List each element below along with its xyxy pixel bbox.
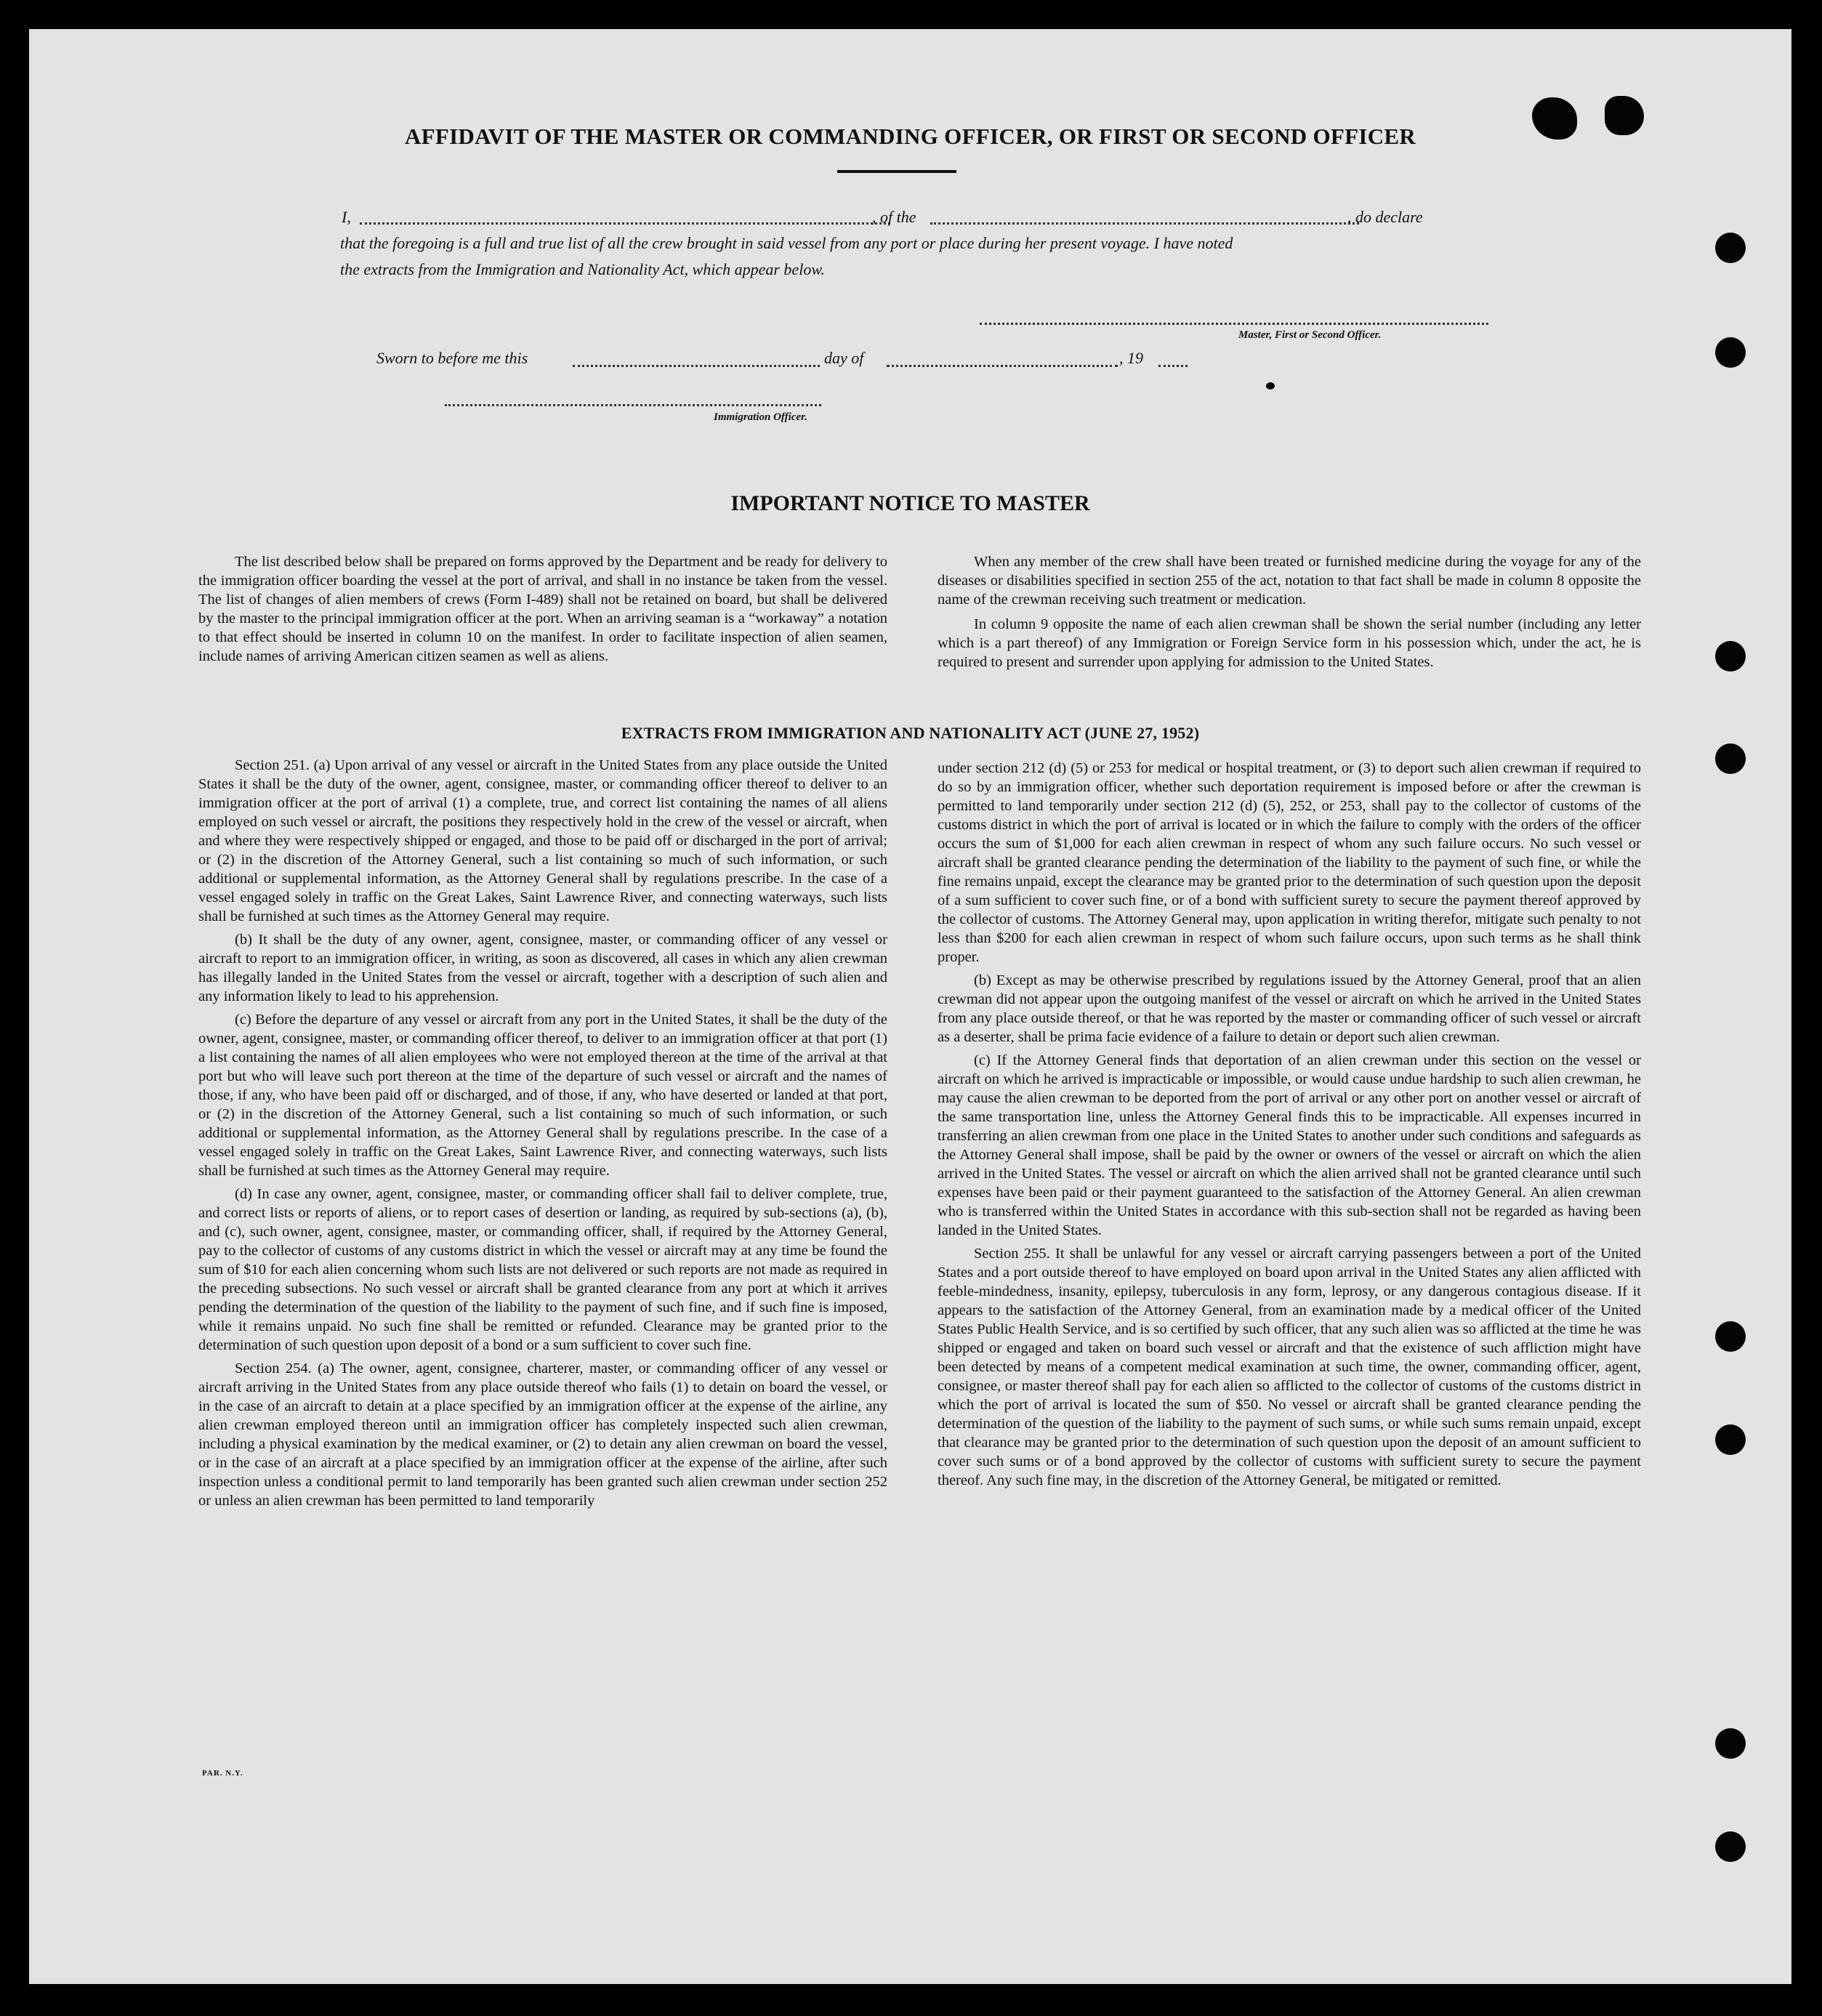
binder-hole (1715, 233, 1746, 263)
name-field-line[interactable] (360, 222, 890, 225)
section-254-b: (b) Except as may be otherwise prescribed by regulations issued by the Attorney General, proof that an alien crewman did not appear upon the outgoing manifest of the vessel or aircraft on which he arrived in the United States from any place outside thereof, or that he was reported by the master or commanding officer of such vessel or aircraft as a deserter, shall be prima facie evidence of a failure to detain or deport such alien crewman. (938, 972, 1641, 1045)
notice-paragraph: When any member of the crew shall have been treated or furnished medicine during the voyage for any of the diseases or disabilities specified in section 255 of the act, notation to that fact shall be made in column 8 opposite the name of the crewman receiving such treatment or medication. (938, 554, 1641, 608)
section-251-a: Section 251. (a) Upon arrival of any vessel or aircraft in the United States from any place outside the United States it shall be the duty of the owner, agent, consignee, master, or commanding officer thereof to deliver to an immigration officer at the port of arrival (1) a complete, true, and correct list containing the names of all aliens employed on such vessel or aircraft, the positions they respectively hold in the crew of the vessel or aircraft, when and where they were respectively shipped or engaged, and those to be paid off or discharged in the port of arrival; or (2) in the discretion of the Attorney General, such a list containing so much of such information, or such additional or supplemental information, as the Attorney General shall by regulations prescribe. In the case of a vessel engaged solely in traffic on the Great Lakes, Saint Lawrence River, and connecting waterways, such lists shall be furnished at such times as the Attorney General may require. (198, 757, 887, 924)
year-field-line[interactable] (1158, 365, 1188, 367)
binder-hole (1715, 1728, 1746, 1759)
printer-mark: PAR. N.Y. (202, 1769, 243, 1778)
of-the-label: , of the (872, 208, 916, 226)
notice-right-column (938, 552, 1641, 677)
binder-hole (1715, 641, 1746, 672)
binder-hole (1715, 1831, 1746, 1862)
notice-title: IMPORTANT NOTICE TO MASTER (730, 491, 1090, 515)
binder-hole (1715, 1321, 1746, 1352)
ink-speck (1266, 382, 1275, 390)
notice-paragraph: In column 9 opposite the name of each alien crewman shall be shown the serial number (including any letter which is a part thereof) of any Immigration or Foreign Service form in his possession which, under the act, he is required to present and surrender upon applying for admission to the United States. (938, 616, 1641, 670)
vessel-field-line[interactable] (930, 222, 1359, 225)
section-254-c: (c) If the Attorney General finds that deportation of an alien crewman under this section on the vessel or aircraft on which he arrived is impracticable or impossible, or would cause undue hardship to such alien crewman, he may cause the alien crewman to be deported from the port of arrival or any other port on another vessel or aircraft of the same transportation line, unless the Attorney General finds this to be impracticable. All expenses incurred in transferring an alien crewman from one place in the United States to another under such conditions and safeguards as the Attorney General shall impose, shall be paid by the owner or owners of the vessel or aircraft on which the alien arrived in the United States. The vessel or aircraft on which the alien arrived shall not be granted clearance until such expenses have been paid or their payment guaranteed to the satisfaction of the Attorney General. An alien crewman who is transferred within the United States in accordance with this sub-section shall not be regarded as having been landed in the United States. (938, 1052, 1641, 1238)
document-page (29, 29, 1791, 1984)
sworn-label: Sworn to before me this (376, 349, 528, 367)
officer-signature-line[interactable] (445, 404, 821, 406)
extracts-title: EXTRACTS FROM IMMIGRATION AND NATIONALITY ACT (JUNE 27, 1952) (621, 724, 1200, 742)
declaration-line-3: the extracts from the Immigration and Nationality Act, which appear below. (340, 260, 825, 278)
sworn-day-field-line[interactable] (573, 365, 820, 367)
master-signature-label: Master, First or Second Officer. (1238, 329, 1382, 341)
notice-paragraph: The list described below shall be prepared on forms approved by the Department and be ready for delivery to the immigration officer boarding the vessel at the port of arrival, and shall in no instance be taken from the vessel. The list of changes of alien members of crews (Form I-489) shall not be retained on board, but shall be delivered by the master to the principal immigration officer at the port. When an arriving seaman is a “workaway” a notation to that effect should be inserted in column 10 on the manifest. In order to facilitate inspection of alien seamen, include names of arriving American citizen seamen as well as aliens. (198, 554, 887, 664)
section-255: Section 255. It shall be unlawful for any vessel or aircraft carrying passengers between a port of the United States and a port outside thereof to have employed on board upon arrival in the United States any alien afflicted with feeble-mindedness, insanity, epilepsy, tuberculosis in any form, leprosy, or any dangerous contagious disease. If it appears to the satisfaction of the Attorney General, from an examination made by a medical officer of the United States Public Health Service, and is so certified by such officer, that any such alien was so afflicted at the time he was shipped or engaged and taken on board such vessel or aircraft and that the existence of such affliction might have been detected by means of a competent medical examination at such time, the owner, commanding officer, agent, consignee, or master thereof shall pay for each alien so afflicted to the collector of customs of the customs district in which the port of arrival is located the sum of $50. No vessel or aircraft shall be granted clearance pending the determination of the question of the liability to the payment of such sums, or while such sums remain unpaid, except that clearance may be granted prior to the determination of such question upon the deposit of an amount sufficient to cover such sums or of a bond approved by the collector of customs with sufficient surety to secure the payment thereof. Any such fine may, in the discretion of the Attorney General, be mitigated or remitted. (938, 1246, 1641, 1488)
section-251-c: (c) Before the departure of any vessel or aircraft from any port in the United States, it shall be the duty of the owner, agent, consignee, master, or commanding officer thereof, to deliver to an immigration officer at that port (1) a list containing the names of all alien employees who were not employed thereon at the time of the arrival at that port but who will leave such port thereon at the time of the departure of such vessel or aircraft and the names of those, if any, who have been paid off or discharged, and of those, if any, who have deserted or landed at that port, or (2) in the discretion of the Attorney General, such a list containing so much of such information, or such additional or supplemental information, as the Attorney General shall by regulations prescribe. In the case of a vessel engaged solely in traffic on the Great Lakes, Saint Lawrence River, and connecting waterways, such lists shall be furnished at such times as the Attorney General may require. (198, 1012, 887, 1179)
binder-hole (1715, 337, 1746, 368)
master-signature-line[interactable] (980, 323, 1488, 325)
day-of-label: day of (824, 349, 864, 367)
sworn-month-field-line[interactable] (887, 365, 1118, 367)
declaration-line-2: that the foregoing is a full and true list of all the crew brought in said vessel from any port or place during her present voyage. I have noted (340, 234, 1233, 252)
do-declare-label: , do declare (1347, 208, 1423, 226)
section-254-a: Section 254. (a) The owner, agent, consignee, charterer, master, or commanding officer of any vessel or aircraft arriving in the United States from any place outside thereof who fails (1) to detain on board the vessel, or in the case of an aircraft to detain at a place specified by an immigration officer at the expense of the airline, any alien crewman employed thereon until an immigration officer has completely inspected such alien crewman, including a physical examination by the medical examiner, or (2) to detain any alien crewman on board the vessel, or in the case of an aircraft at a place specified by an immigration officer at the expense of the airline, after such inspection unless a conditional permit to land temporarily has been granted such alien crewman under section 252 or unless an alien crewman has been permitted to land temporarily (198, 1360, 887, 1509)
section-254-a-continued: under section 212 (d) (5) or 253 for medical or hospital treatment, or (3) to deport such alien crewman if required to do so by an immigration officer, whether such deportation requirement is imposed before or after the crewman is permitted to land temporarily under section 212 (d) (5), 252, or 253, shall pay to the collector of customs of the customs district in which the port of arrival is located or in which the failure to comply with the orders of the officer occurs the sum of $1,000 for each alien crewman in respect of whom any such failure occurs. No such vessel or aircraft shall be granted clearance pending the determination of the liability to the payment of such fine, or while the fine remains unpaid, except the clearance may be granted prior to the determination of such question upon the deposit of a sum sufficient to cover such fine, or of a bond with sufficient surety to secure the payment thereof approved by the collector of customs. The Attorney General may, upon application in writing therefor, mitigate such penalty to not less than $200 for each alien crewman in respect of whom such failure occurs, upon such terms as he shall think proper. (938, 760, 1641, 965)
affidavit-title: AFFIDAVIT OF THE MASTER OR COMMANDING OFFICER, OR FIRST OR SECOND OFFICER (404, 124, 1416, 149)
declare-i-label: I, (342, 208, 351, 226)
section-251-b: (b) It shall be the duty of any owner, agent, consignee, master, or commanding officer of any vessel or aircraft to report to an immigration officer, in writing, as soon as discovered, all cases in which any alien crewman has illegally landed in the United States from the vessel or aircraft, together with a description of such alien and any information likely to lead to his apprehension. (198, 932, 887, 1004)
binder-hole (1715, 743, 1746, 774)
notice-left-column (198, 552, 887, 672)
title-underline (837, 170, 956, 173)
extracts-right-column (938, 759, 1641, 1494)
officer-signature-label: Immigration Officer. (714, 411, 807, 423)
year-label: , 19 (1119, 349, 1143, 367)
binder-hole (1715, 1424, 1746, 1455)
extracts-left-column (198, 756, 887, 1515)
section-251-d: (d) In case any owner, agent, consignee, master, or commanding officer shall fail to deliver complete, true, and correct lists or reports of aliens, or to report cases of desertion or landing, as required by sub-sections (a), (b), and (c), such owner, agent, consignee, master, or commanding officer, shall, if required by the Attorney General, pay to the collector of customs of any customs district in which the vessel or aircraft may at any time be found the sum of $10 for each alien concerning whom such lists are not delivered or such reports are not made as required in the preceding subsections. No such vessel or aircraft shall be granted clearance from any port at which it arrives pending the determination of the question of the liability to the payment of such fine, and if such fine is imposed, while it remains unpaid. No such fine shall be remitted or refunded. Clearance may be granted prior to the determination of such question upon deposit of a bond or a sum sufficient to cover such fine. (198, 1186, 887, 1353)
